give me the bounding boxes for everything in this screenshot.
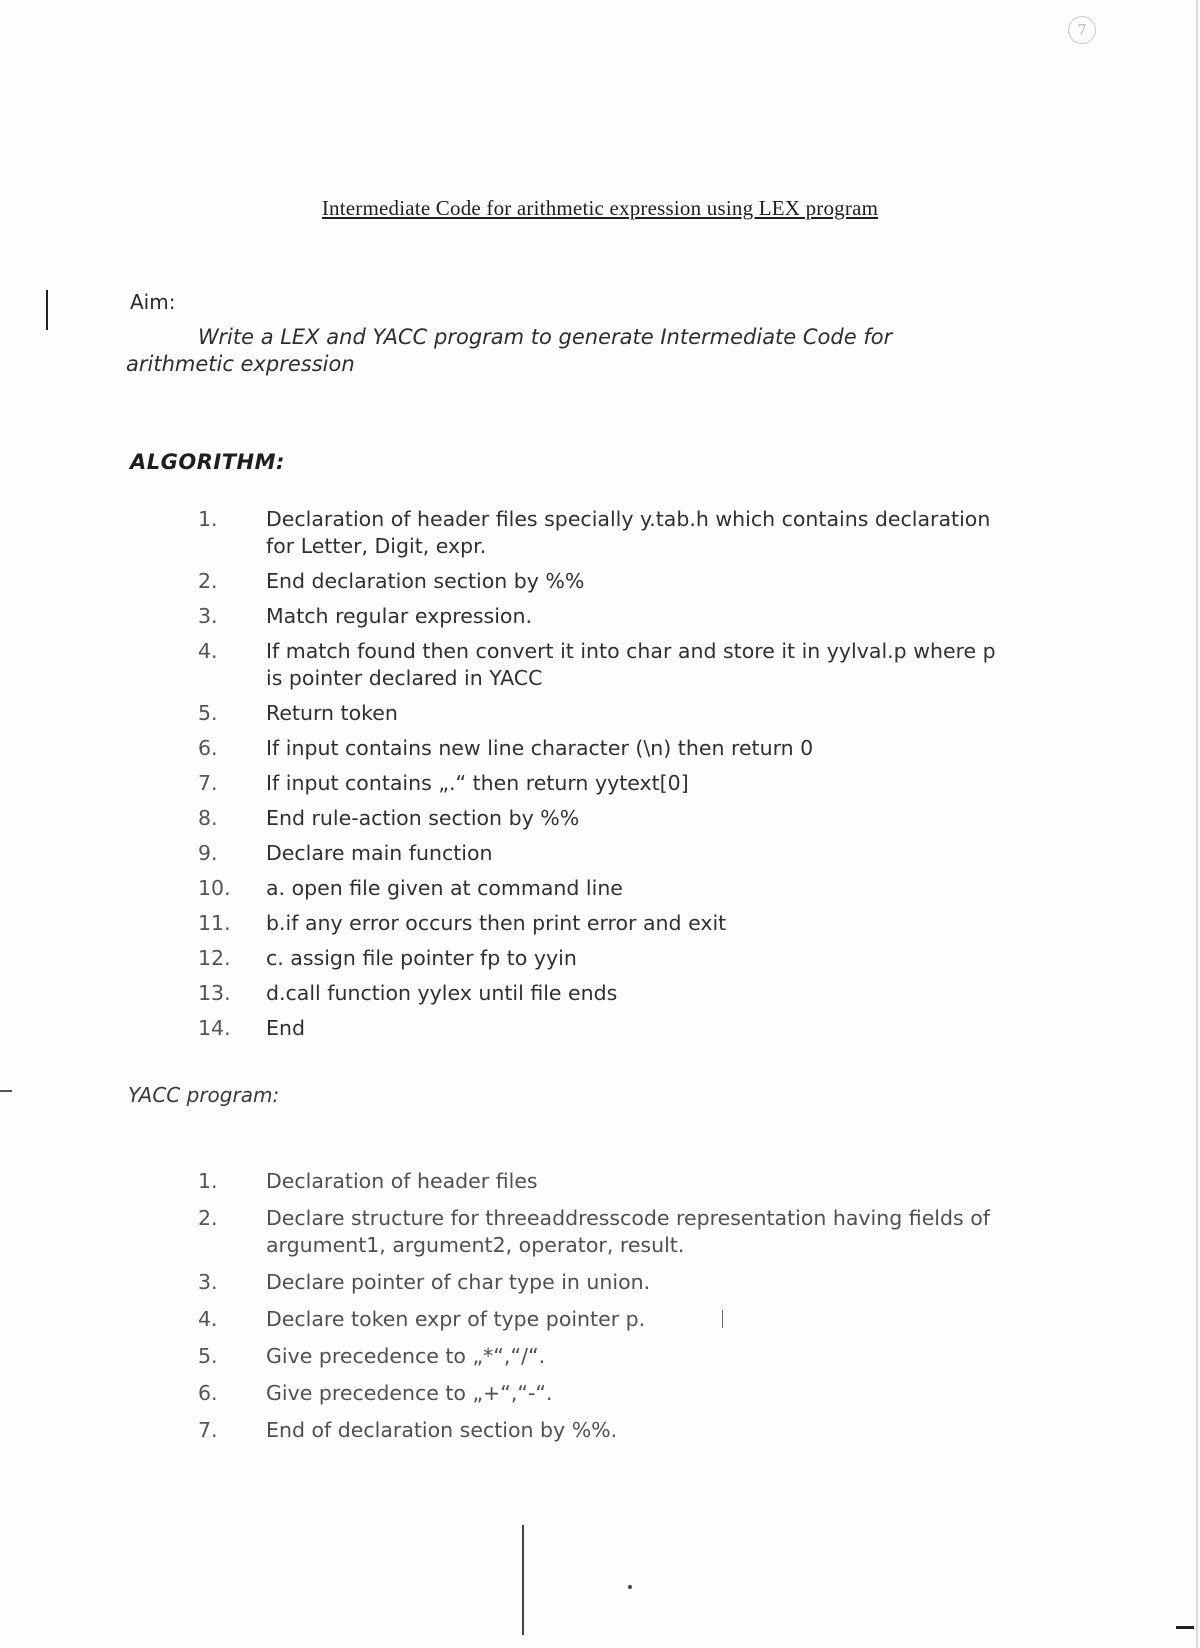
- yacc-steps-list: [198, 1168, 998, 1444]
- algorithm-step: [198, 805, 998, 832]
- step-number: 2.: [198, 569, 218, 593]
- step-number: 3.: [198, 1270, 218, 1294]
- step-number: 12.: [198, 946, 231, 970]
- algorithm-step: [198, 506, 998, 560]
- step-number: 6.: [198, 736, 218, 760]
- yacc-step: [198, 1205, 998, 1259]
- algorithm-step: [198, 735, 998, 762]
- scan-mark-bottom-right: [1176, 1626, 1194, 1629]
- algorithm-step: [198, 840, 998, 867]
- step-number: 3.: [198, 604, 218, 628]
- step-text: Declare main function: [266, 841, 493, 865]
- step-text: End of declaration section by %%.: [266, 1418, 618, 1442]
- yacc-step: [198, 1343, 998, 1370]
- step-number: 1.: [198, 507, 218, 531]
- scan-mark-left: [46, 290, 48, 330]
- scan-mark-bottom-line: [522, 1525, 524, 1635]
- step-text: a. open file given at command line: [266, 876, 623, 900]
- algorithm-heading: ALGORITHM:: [130, 450, 285, 474]
- scan-mark-right-edge: [1196, 0, 1198, 1648]
- page-number-stamp: 7: [1068, 16, 1096, 44]
- step-number: 1.: [198, 1169, 218, 1193]
- yacc-step: [198, 1306, 998, 1333]
- step-text: b.if any error occurs then print error and exit: [266, 911, 727, 935]
- algorithm-step: [198, 638, 998, 692]
- step-text: Declare token expr of type pointer p.: [266, 1307, 646, 1331]
- aim-text: Write a LEX and YACC program to generate Intermediate Code for arithmetic expression: [126, 325, 893, 376]
- step-text: End rule-action section by %%: [266, 806, 580, 830]
- algorithm-step: [198, 700, 998, 727]
- document-title: Intermediate Code for arithmetic expression using LEX program: [321, 196, 879, 220]
- step-text: Declaration of header files: [266, 1169, 538, 1193]
- step-number: 6.: [198, 1381, 218, 1405]
- step-number: 7.: [198, 771, 218, 795]
- yacc-step: [198, 1417, 998, 1444]
- yacc-program-heading: YACC program:: [128, 1083, 280, 1107]
- step-text: Return token: [266, 701, 398, 725]
- step-text: If input contains „.“ then return yytext[0]: [266, 771, 689, 795]
- yacc-step: [198, 1380, 998, 1407]
- algorithm-step: [198, 945, 998, 972]
- step-text: Declaration of header files specially y.tab.h which contains declaration for Letter, Digit, expr.: [266, 507, 991, 558]
- step-number: 4.: [198, 639, 218, 663]
- step-text: Give precedence to „+“,“-“.: [266, 1381, 553, 1405]
- step-text: Declare pointer of char type in union.: [266, 1270, 651, 1294]
- step-number: 10.: [198, 876, 231, 900]
- step-number: 13.: [198, 981, 231, 1005]
- step-number: 14.: [198, 1016, 231, 1040]
- aim-label: Aim:: [130, 290, 176, 314]
- algorithm-step: [198, 568, 998, 595]
- step-number: 2.: [198, 1206, 218, 1230]
- scan-dot: [628, 1585, 632, 1589]
- yacc-step: [198, 1168, 998, 1195]
- step-number: 5.: [198, 701, 218, 725]
- yacc-step: [198, 1269, 998, 1296]
- algorithm-step: [198, 1015, 998, 1042]
- algorithm-step: [198, 875, 998, 902]
- step-text: Give precedence to „*“,“/“.: [266, 1344, 546, 1368]
- step-number: 8.: [198, 806, 218, 830]
- step-text: c. assign file pointer fp to yyin: [266, 946, 577, 970]
- step-number: 11.: [198, 911, 231, 935]
- step-text: End declaration section by %%: [266, 569, 585, 593]
- step-number: 7.: [198, 1418, 218, 1442]
- scan-mark-bracket: [722, 1310, 723, 1328]
- algorithm-step: [198, 770, 998, 797]
- step-number: 5.: [198, 1344, 218, 1368]
- step-number: 9.: [198, 841, 218, 865]
- scan-mark-left-dash: [0, 1090, 12, 1092]
- step-text: Declare structure for threeaddresscode representation having fields of argument1, argument2, operator, result.: [266, 1206, 990, 1257]
- algorithm-step: [198, 980, 998, 1007]
- algorithm-step: [198, 603, 998, 630]
- step-text: If match found then convert it into char and store it in yylval.p where p is pointer declared in YACC: [266, 639, 996, 690]
- algorithm-steps-list: [198, 506, 998, 1042]
- step-number: 4.: [198, 1307, 218, 1331]
- algorithm-step: [198, 910, 998, 937]
- step-text: If input contains new line character (\n) then return 0: [266, 736, 814, 760]
- step-text: End: [266, 1016, 305, 1040]
- step-text: Match regular expression.: [266, 604, 532, 628]
- step-text: d.call function yylex until file ends: [266, 981, 618, 1005]
